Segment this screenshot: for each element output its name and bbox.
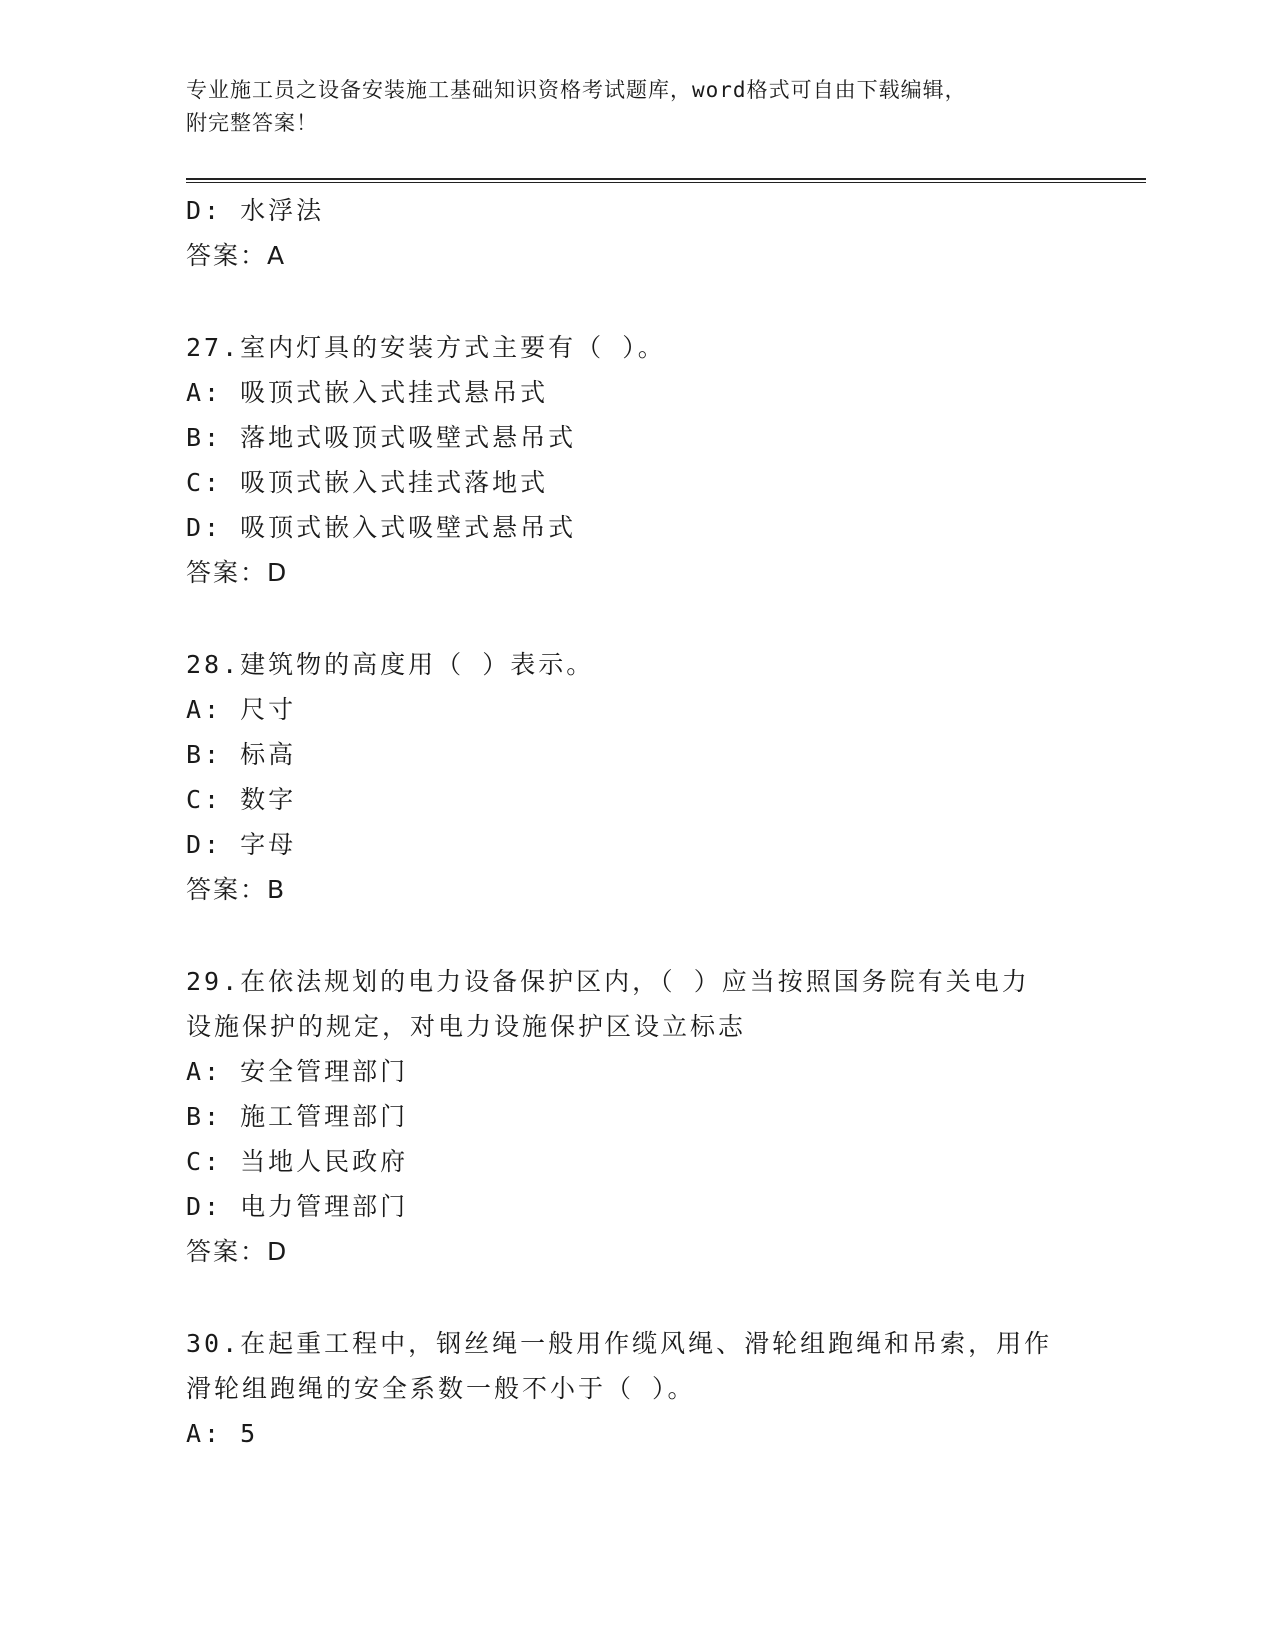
question-content bbox=[186, 188, 1146, 1456]
option-b: B: 标高 bbox=[186, 740, 297, 769]
option-a: A: 5 bbox=[186, 1419, 259, 1448]
header-line-1: 专业施工员之设备安装施工基础知识资格考试题库，word格式可自由下载编辑， bbox=[186, 78, 967, 102]
option-d: D: 电力管理部门 bbox=[186, 1192, 409, 1221]
answer: 答案：A bbox=[186, 241, 287, 270]
question-stem: 27.室内灯具的安装方式主要有（ ）。 bbox=[186, 333, 666, 362]
option-b: B: 施工管理部门 bbox=[186, 1102, 409, 1131]
option-c: C: 数字 bbox=[186, 785, 297, 814]
option-c: C: 吸顶式嵌入式挂式落地式 bbox=[186, 468, 549, 497]
question-stem: 28.建筑物的高度用（ ）表示。 bbox=[186, 650, 595, 679]
document-header bbox=[186, 74, 1146, 140]
question-stem-line-2: 设施保护的规定，对电力设施保护区设立标志 bbox=[186, 1012, 747, 1041]
answer: 答案：D bbox=[186, 558, 289, 587]
option-d: D: 吸顶式嵌入式吸壁式悬吊式 bbox=[186, 513, 577, 542]
option-c: C: 当地人民政府 bbox=[186, 1147, 409, 1176]
answer: 答案：D bbox=[186, 1237, 289, 1266]
previous-question-tail bbox=[186, 188, 1146, 278]
question-stem-line-1: 29.在依法规划的电力设备保护区内，（ ）应当按照国务院有关电力 bbox=[186, 967, 1030, 996]
option-a: A: 吸顶式嵌入式挂式悬吊式 bbox=[186, 378, 549, 407]
option-d: D: 水浮法 bbox=[186, 196, 325, 225]
answer: 答案：B bbox=[186, 875, 287, 904]
question-30 bbox=[186, 1321, 1146, 1456]
header-line-2: 附完整答案！ bbox=[186, 111, 318, 135]
question-stem-line-2: 滑轮组跑绳的安全系数一般不小于（ ）。 bbox=[186, 1374, 696, 1403]
option-a: A: 安全管理部门 bbox=[186, 1057, 409, 1086]
question-27 bbox=[186, 325, 1146, 595]
option-a: A: 尺寸 bbox=[186, 695, 297, 724]
question-28 bbox=[186, 642, 1146, 912]
option-b: B: 落地式吸顶式吸壁式悬吊式 bbox=[186, 423, 577, 452]
option-d: D: 字母 bbox=[186, 830, 297, 859]
question-stem-line-1: 30.在起重工程中，钢丝绳一般用作缆风绳、滑轮组跑绳和吊索，用作 bbox=[186, 1329, 1053, 1358]
header-divider bbox=[186, 178, 1146, 183]
question-29 bbox=[186, 959, 1146, 1274]
